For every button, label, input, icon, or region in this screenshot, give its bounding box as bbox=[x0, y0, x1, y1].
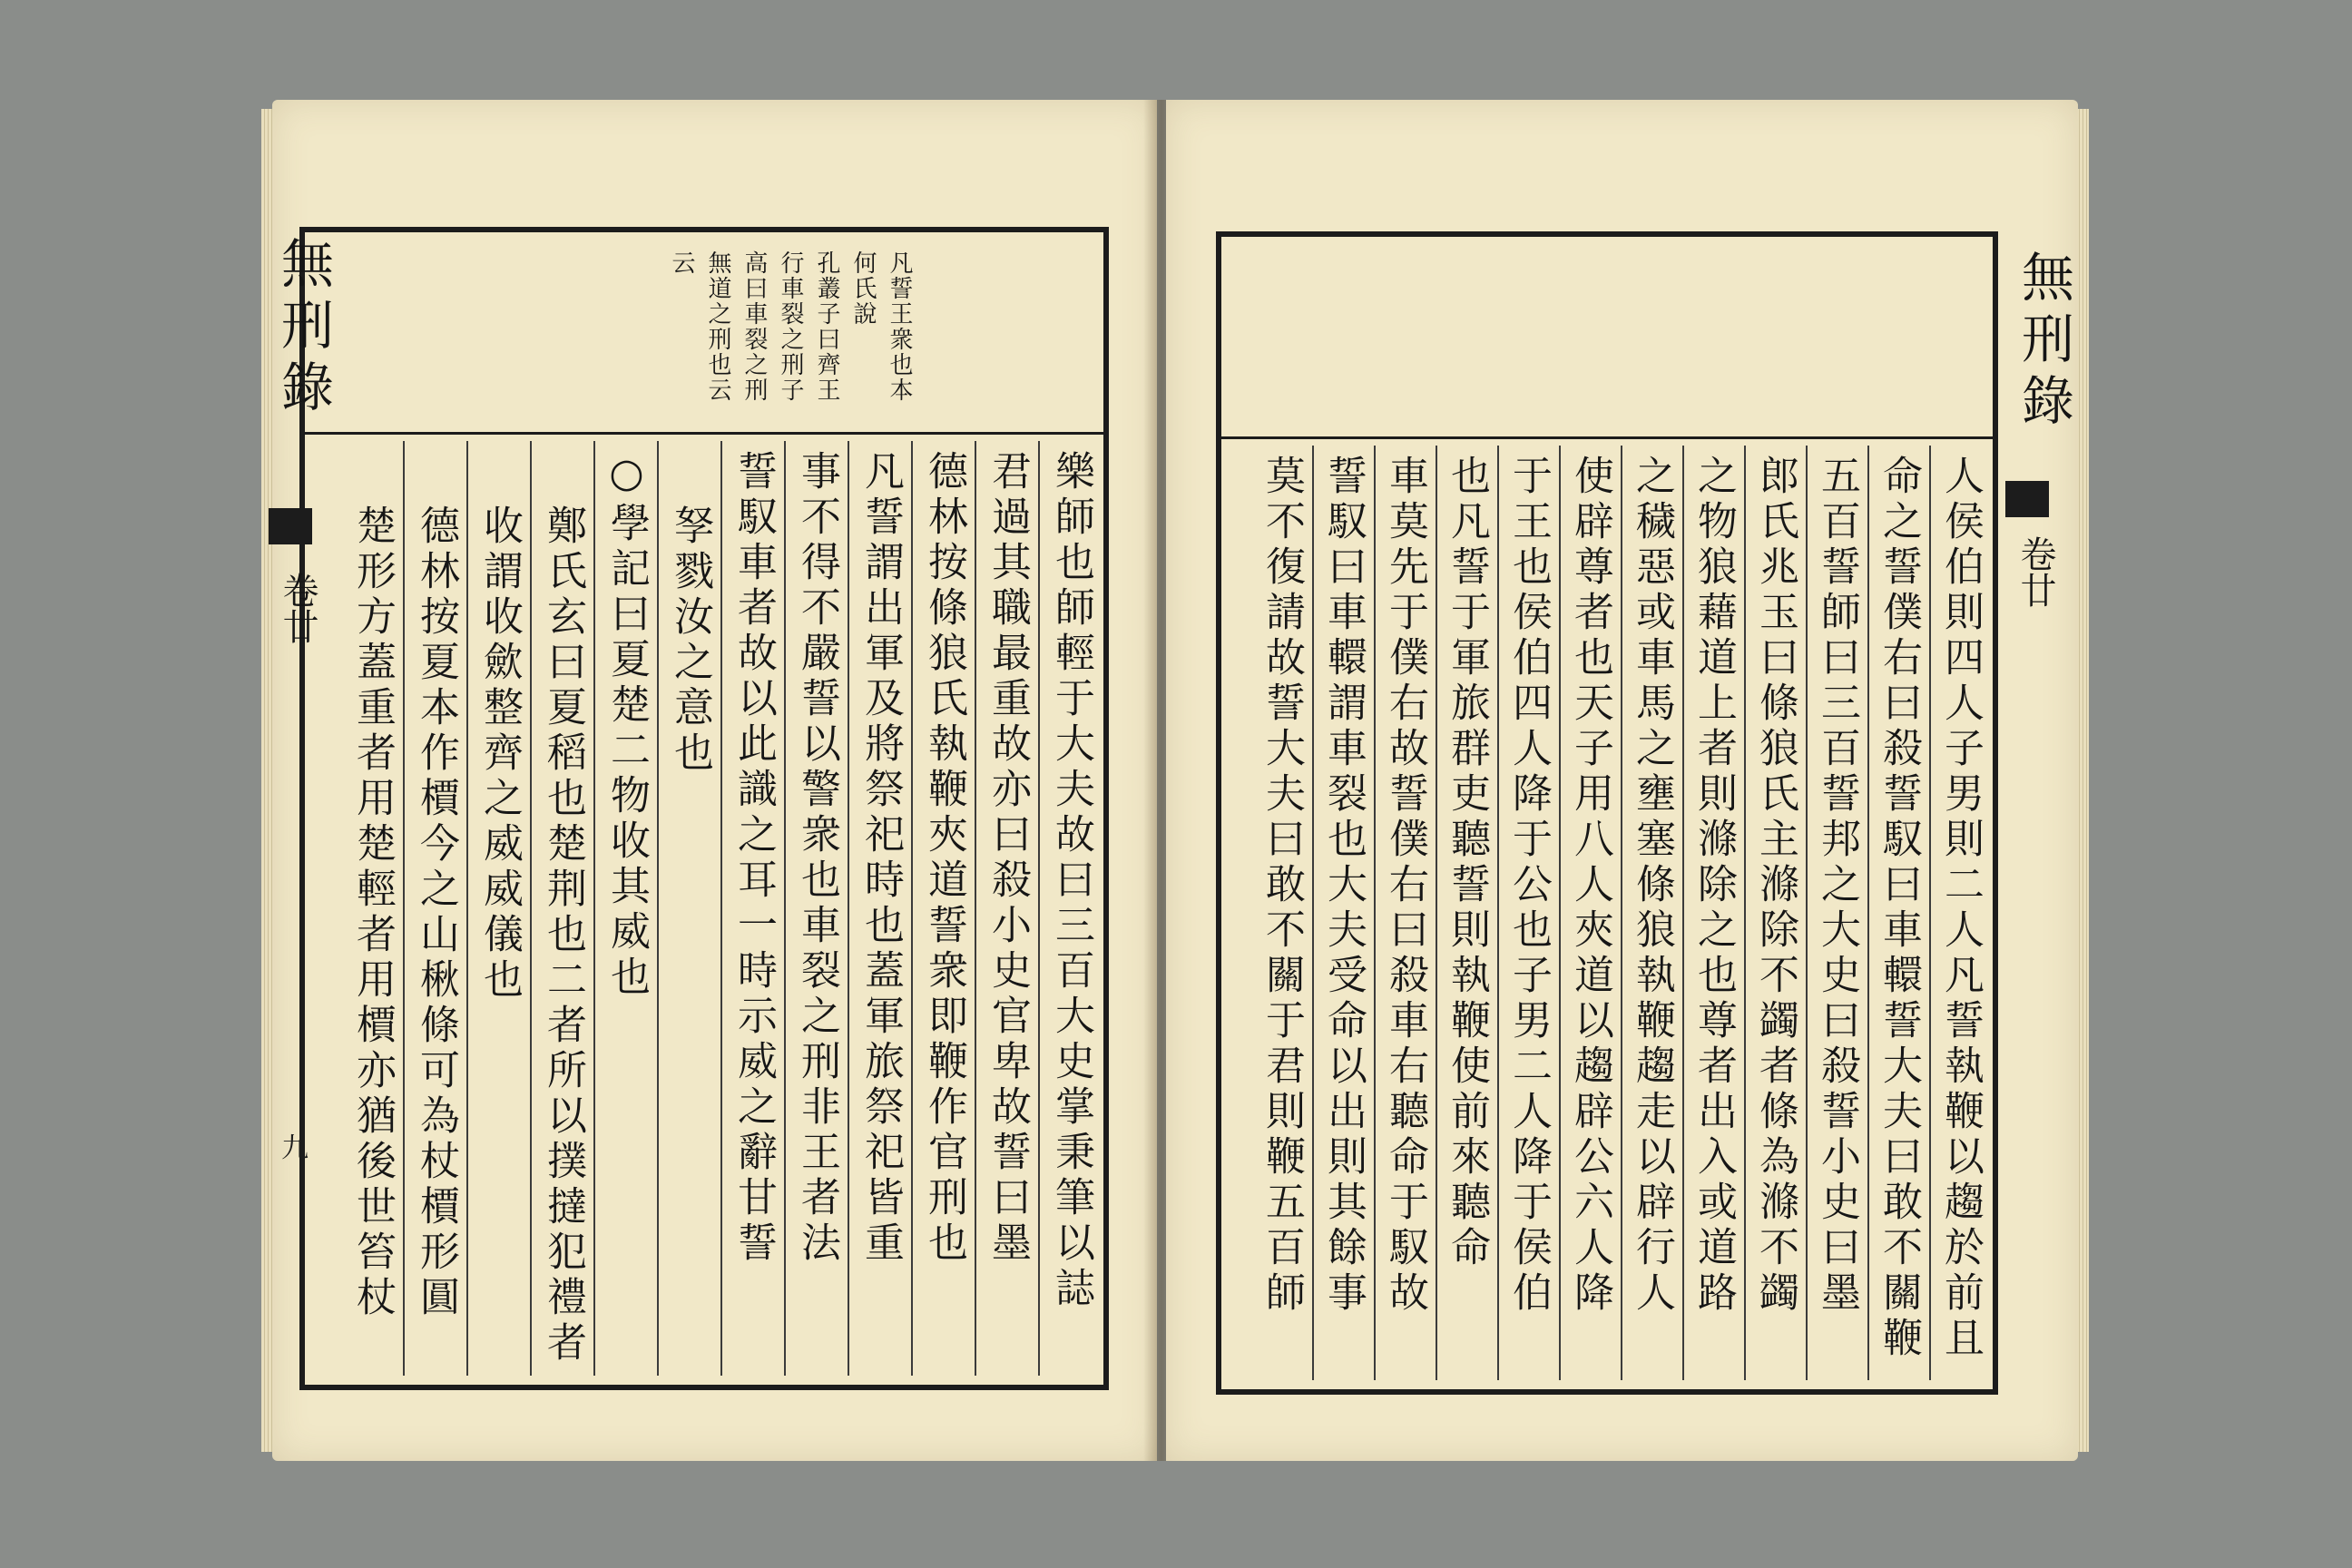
text-column: 凡誓謂出軍及將祭祀時也蓋軍旅祭祀皆重 bbox=[858, 450, 904, 1267]
left-frame bbox=[299, 227, 1109, 1390]
note-column: 何氏說 bbox=[849, 250, 877, 327]
spine-tab-left bbox=[269, 508, 312, 544]
right-page bbox=[1166, 100, 2078, 1461]
text-column: 也凡誓于軍旅群吏聽誓則執鞭使前來聽命 bbox=[1444, 455, 1490, 1271]
text-column: 使辟尊者也天子用八人夾道以趨辟公六人降 bbox=[1567, 455, 1613, 1317]
text-column: 之穢惡或車馬之壅塞條狼執鞭趨走以辟行人 bbox=[1629, 455, 1675, 1317]
text-column: 人侯伯則四人子男則二人凡誓執鞭以趨於前且 bbox=[1937, 455, 1984, 1362]
text-column: 樂師也師輕于大夫故曰三百大史掌秉筆以誌 bbox=[1048, 450, 1094, 1312]
text-column: 德林按條狼氏執鞭夾道誓衆即鞭作官刑也 bbox=[921, 450, 967, 1267]
spine-title-right: 無刑錄 bbox=[2013, 250, 2074, 435]
spine-title-left: 無刑錄 bbox=[272, 236, 334, 421]
spine-volume-right: 卷廿 bbox=[2014, 535, 2056, 608]
right-headband bbox=[1221, 237, 1993, 439]
note-column: 行車裂之刑子 bbox=[777, 250, 804, 403]
text-column: 德林按夏本作檟今之山楸條可為杖檟形圓 bbox=[413, 505, 459, 1321]
note-column: 無道之刑也云 bbox=[704, 250, 731, 403]
text-column: 五百誓師曰三百誓邦之大史曰殺誓小史曰墨 bbox=[1814, 455, 1860, 1317]
text-column: 孥戮汝之意也 bbox=[667, 505, 713, 777]
note-column: 孔叢子曰齊王 bbox=[813, 250, 840, 403]
left-headband bbox=[305, 232, 1103, 435]
note-column: 凡誓王衆也本 bbox=[886, 250, 913, 403]
text-column: 事不得不嚴誓以警衆也車裂之刑非王者法 bbox=[794, 450, 840, 1267]
text-column: 車莫先于僕右故誓僕右曰殺車右聽命于馭故 bbox=[1382, 455, 1428, 1317]
text-column: 之物狼藉道上者則滌除之也尊者出入或道路 bbox=[1690, 455, 1737, 1317]
text-column: 郎氏兆玉曰條狼氏主滌除不蠲者條為滌不蠲 bbox=[1752, 455, 1798, 1317]
text-column: 誓馭曰車轘謂車裂也大夫受命以出則其餘事 bbox=[1320, 455, 1367, 1317]
spine-volume-left: 卷廿 bbox=[277, 572, 318, 644]
text-column: 誓馭車者故以此識之耳一時示威之辭甘誓 bbox=[730, 450, 777, 1267]
page-number: 九 bbox=[281, 1132, 309, 1164]
right-frame bbox=[1216, 231, 1998, 1395]
text-column: 鄭氏玄曰夏稻也楚荆也二者所以撲撻犯禮者 bbox=[540, 505, 586, 1367]
text-column: 君過其職最重故亦曰殺小史官卑故誓曰墨 bbox=[985, 450, 1031, 1267]
left-page bbox=[272, 100, 1157, 1461]
text-column: 命之誓僕右曰殺誓馭曰車轘誓大夫曰敢不關鞭 bbox=[1876, 455, 1922, 1362]
text-column: 楚形方蓋重者用楚輕者用檟亦猶後世笞杖 bbox=[349, 505, 396, 1321]
text-column: 莫不復請故誓大夫曰敢不關于君則鞭五百師 bbox=[1259, 455, 1305, 1317]
text-column: 收謂收歛整齊之威威儀也 bbox=[476, 505, 523, 1004]
text-column: ○學記曰夏楚二物收其威也 bbox=[603, 450, 650, 1001]
text-column: 于王也侯伯四人降于公也子男二人降于侯伯 bbox=[1505, 455, 1552, 1317]
note-column: 高曰車裂之刑 bbox=[740, 250, 768, 403]
note-column: 云 bbox=[668, 250, 695, 276]
spine-tab-right bbox=[2005, 481, 2049, 517]
open-book bbox=[272, 91, 2087, 1470]
